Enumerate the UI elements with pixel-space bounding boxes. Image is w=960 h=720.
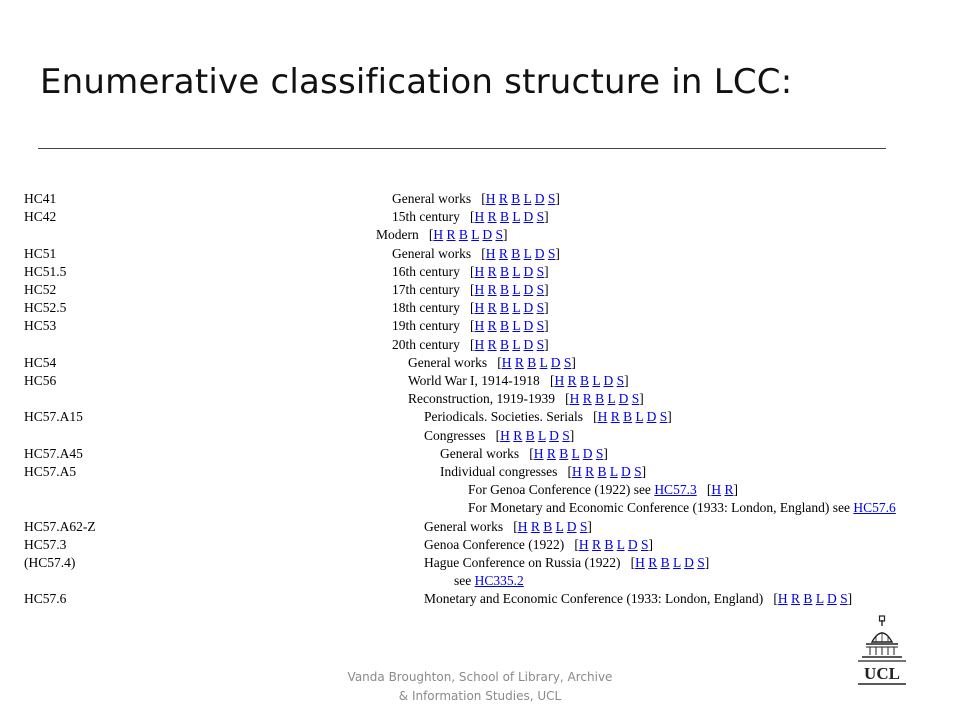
nav-link-d[interactable]: D xyxy=(550,354,561,370)
link-bracket-close: ] xyxy=(667,409,672,425)
caption-group xyxy=(440,445,608,463)
nav-link-s[interactable]: S xyxy=(547,245,556,261)
nav-link-b[interactable]: B xyxy=(604,536,614,552)
class-number: HC53 xyxy=(24,318,57,334)
caption-text: 16th century xyxy=(392,263,460,279)
caption-group xyxy=(392,317,549,335)
nav-link-s[interactable]: S xyxy=(616,373,625,388)
caption-text: General works xyxy=(392,191,472,206)
nav-link-h[interactable]: H xyxy=(635,555,645,570)
caption-text: Individual congresses xyxy=(440,464,558,479)
nav-link-l[interactable]: L xyxy=(512,263,521,279)
class-number: HC42 xyxy=(24,209,57,225)
nav-link-h[interactable]: H xyxy=(474,209,485,225)
link-bracket-open: [ xyxy=(574,536,579,552)
nav-link-l[interactable]: L xyxy=(512,282,521,297)
schedule-row xyxy=(24,572,944,590)
schedule-row xyxy=(24,299,944,317)
nav-link-d[interactable]: D xyxy=(534,245,545,261)
class-number: HC41 xyxy=(24,191,57,206)
caption-group xyxy=(408,354,576,372)
nav-link-l[interactable]: L xyxy=(512,209,521,225)
nav-link-l[interactable]: L xyxy=(538,427,546,443)
nav-link-h[interactable]: H xyxy=(485,245,496,261)
schedule-row xyxy=(24,354,944,372)
nav-link-b[interactable]: B xyxy=(500,209,510,225)
nav-link-l[interactable]: L xyxy=(539,354,548,370)
caption-text: Genoa Conference (1922) xyxy=(424,536,565,552)
nav-link-d[interactable]: D xyxy=(627,536,638,552)
nav-link-r[interactable]: R xyxy=(513,427,523,443)
nav-link-s[interactable]: S xyxy=(595,445,604,461)
nav-link-d[interactable]: D xyxy=(621,464,631,479)
caption-group xyxy=(392,190,560,208)
class-number: HC57.6 xyxy=(24,591,67,607)
schedule-row xyxy=(24,408,944,426)
nav-link-r[interactable]: R xyxy=(498,191,508,206)
caption-group xyxy=(392,208,549,226)
link-bracket-open: [ xyxy=(630,555,636,570)
caption-text: Hague Conference on Russia (1922) xyxy=(424,555,621,570)
caption-text: For Genoa Conference (1922) see xyxy=(468,482,651,498)
nav-link-d[interactable]: D xyxy=(523,300,534,316)
footer-line-2: & Information Studies, UCL xyxy=(398,689,562,703)
link-bracket-close: ] xyxy=(544,282,549,297)
nav-link-l[interactable]: L xyxy=(571,445,580,461)
caption-group xyxy=(424,590,852,608)
class-number: HC52 xyxy=(24,282,57,297)
nav-link-s[interactable]: S xyxy=(536,282,545,297)
caption-group xyxy=(454,572,524,590)
link-bracket-close: ] xyxy=(544,300,549,316)
nav-link-s[interactable]: S xyxy=(536,209,545,225)
link-bracket-close: ] xyxy=(733,482,738,498)
nav-link-h[interactable]: H xyxy=(777,591,788,607)
nav-link-b[interactable]: B xyxy=(525,427,535,443)
nav-link-h[interactable]: H xyxy=(554,373,565,388)
nav-link-d[interactable]: D xyxy=(826,591,837,607)
caption-group xyxy=(392,245,560,263)
nav-link-b[interactable]: B xyxy=(803,591,813,607)
caption-group xyxy=(408,390,644,408)
nav-link-b[interactable]: B xyxy=(500,336,510,352)
caption-text: see xyxy=(454,573,472,589)
nav-link-h[interactable]: H xyxy=(571,464,582,479)
nav-link-d[interactable]: D xyxy=(549,427,559,443)
schedule-row xyxy=(24,263,944,281)
class-number: (HC57.4) xyxy=(24,555,76,570)
schedule-row xyxy=(24,245,944,263)
link-bracket-close: ] xyxy=(544,336,549,352)
nav-link-d[interactable]: D xyxy=(534,191,545,206)
link-bracket-open: [ xyxy=(549,373,555,388)
nav-link-s[interactable]: S xyxy=(640,536,649,552)
nav-link-l[interactable]: L xyxy=(592,373,601,388)
caption-text: 15th century xyxy=(392,209,460,225)
nav-link-r[interactable]: R xyxy=(487,300,497,316)
nav-link-r[interactable]: R xyxy=(487,263,497,279)
caption-text: Reconstruction, 1919-1939 xyxy=(408,391,555,407)
schedule-row xyxy=(24,208,944,226)
nav-link-l[interactable]: L xyxy=(555,518,564,534)
link-bracket-open: [ xyxy=(469,318,475,334)
schedule-row xyxy=(24,317,944,335)
nav-link-r[interactable]: R xyxy=(487,282,497,297)
nav-link-r[interactable]: R xyxy=(487,209,497,225)
nav-link-b[interactable]: B xyxy=(597,464,607,479)
caption-group xyxy=(424,518,592,536)
link-bracket-close: ] xyxy=(555,245,560,261)
nav-link-l[interactable]: L xyxy=(512,336,521,352)
class-number: HC57.A15 xyxy=(24,409,83,425)
nav-link-d[interactable]: D xyxy=(523,263,534,279)
nav-link-l[interactable]: L xyxy=(523,191,532,206)
link-bracket-close: ] xyxy=(544,318,549,334)
see-reference-link[interactable]: HC57.3 xyxy=(654,482,697,498)
caption-group xyxy=(440,463,646,481)
nav-link-s[interactable]: S xyxy=(495,227,504,243)
link-bracket-close: ] xyxy=(648,536,653,552)
nav-link-r[interactable]: R xyxy=(648,555,658,570)
link-bracket-close: ] xyxy=(847,591,853,607)
caption-group xyxy=(424,554,709,572)
nav-link-d[interactable]: D xyxy=(523,209,534,225)
see-reference-link[interactable]: HC57.6 xyxy=(853,500,896,516)
nav-link-s[interactable]: S xyxy=(536,318,545,334)
link-bracket-open: [ xyxy=(495,427,501,443)
nav-link-h[interactable]: H xyxy=(433,227,444,243)
link-bracket-open: [ xyxy=(773,591,778,607)
nav-link-l[interactable]: L xyxy=(815,591,824,607)
caption-text: General works xyxy=(424,518,504,534)
caption-group xyxy=(468,499,896,517)
link-bracket-close: ] xyxy=(544,263,549,279)
link-bracket-open: [ xyxy=(593,409,598,425)
nav-link-s[interactable]: S xyxy=(631,391,640,407)
link-bracket-close: ] xyxy=(555,191,560,206)
nav-link-s[interactable]: S xyxy=(697,555,705,570)
nav-link-h[interactable]: H xyxy=(711,482,722,498)
nav-link-b[interactable]: B xyxy=(579,373,589,388)
lcc-schedule-outline xyxy=(24,190,944,608)
caption-text: World War I, 1914-1918 xyxy=(408,373,540,388)
footer-line-1: Vanda Broughton, School of Library, Archive xyxy=(347,670,613,684)
link-bracket-open: [ xyxy=(567,464,572,479)
nav-link-b[interactable]: B xyxy=(595,391,605,407)
schedule-row xyxy=(24,445,944,463)
nav-link-r[interactable]: R xyxy=(591,536,601,552)
nav-link-d[interactable]: D xyxy=(603,373,614,388)
link-bracket-open: [ xyxy=(481,191,486,206)
nav-link-h[interactable]: H xyxy=(474,318,485,334)
nav-link-d[interactable]: D xyxy=(582,445,593,461)
nav-link-l[interactable]: L xyxy=(523,245,532,261)
ucl-logo-text: UCL xyxy=(864,664,900,683)
class-number: HC52.5 xyxy=(24,300,67,316)
class-number: HC51 xyxy=(24,245,57,261)
nav-link-l[interactable]: L xyxy=(635,409,644,425)
caption-text: General works xyxy=(408,354,488,370)
link-bracket-close: ] xyxy=(544,209,549,225)
nav-link-s[interactable]: S xyxy=(563,354,572,370)
nav-link-r[interactable]: R xyxy=(585,464,595,479)
class-number: HC51.5 xyxy=(24,263,67,279)
link-bracket-close: ] xyxy=(571,354,576,370)
title-divider xyxy=(38,148,886,149)
nav-link-h[interactable]: H xyxy=(474,263,485,279)
schedule-row xyxy=(24,463,944,481)
schedule-row xyxy=(24,226,944,244)
nav-link-h[interactable]: H xyxy=(597,409,608,425)
class-number: HC54 xyxy=(24,354,57,370)
link-bracket-open: [ xyxy=(469,300,475,316)
nav-link-h[interactable]: H xyxy=(474,300,485,316)
schedule-row xyxy=(24,536,944,554)
nav-link-r[interactable]: R xyxy=(724,482,734,498)
link-bracket-close: ] xyxy=(641,464,647,479)
caption-group xyxy=(392,263,549,281)
schedule-row xyxy=(24,481,944,499)
link-bracket-close: ] xyxy=(639,391,644,407)
nav-link-l[interactable]: L xyxy=(512,318,521,334)
schedule-row xyxy=(24,372,944,390)
nav-link-d[interactable]: D xyxy=(684,555,694,570)
caption-group xyxy=(408,372,629,390)
link-bracket-open: [ xyxy=(469,282,475,297)
schedule-row xyxy=(24,554,944,572)
nav-link-b[interactable]: B xyxy=(559,445,569,461)
caption-group xyxy=(424,427,574,445)
nav-link-h[interactable]: H xyxy=(474,336,485,352)
see-reference-link[interactable]: HC335.2 xyxy=(474,573,524,589)
caption-text: 19th century xyxy=(392,318,460,334)
slide-title: Enumerative classification structure in LCC: xyxy=(40,62,793,102)
nav-link-b[interactable]: B xyxy=(660,555,670,570)
nav-link-b[interactable]: B xyxy=(511,245,521,261)
nav-link-s[interactable]: S xyxy=(536,300,545,316)
link-bracket-close: ] xyxy=(603,445,608,461)
nav-link-h[interactable]: H xyxy=(578,536,589,552)
link-bracket-open: [ xyxy=(469,263,475,279)
link-bracket-open: [ xyxy=(481,245,486,261)
slide-footer xyxy=(300,668,660,706)
nav-link-d[interactable]: D xyxy=(523,282,534,297)
nav-link-l[interactable]: L xyxy=(672,555,681,570)
caption-text: Periodicals. Societies. Serials xyxy=(424,409,583,425)
nav-link-s[interactable]: S xyxy=(840,591,848,607)
schedule-row xyxy=(24,518,944,536)
ucl-logo xyxy=(852,612,912,686)
link-bracket-open: [ xyxy=(469,209,475,225)
class-number: HC57.A62-Z xyxy=(24,518,96,534)
nav-link-l[interactable]: L xyxy=(616,536,625,552)
class-number: HC57.3 xyxy=(24,536,67,552)
nav-link-r[interactable]: R xyxy=(446,227,456,243)
link-bracket-open: [ xyxy=(529,445,534,461)
link-bracket-open: [ xyxy=(565,391,570,407)
link-bracket-close: ] xyxy=(704,555,710,570)
nav-link-h[interactable]: H xyxy=(533,445,544,461)
schedule-row xyxy=(24,499,944,517)
nav-link-r[interactable]: R xyxy=(487,336,497,352)
caption-text: Monetary and Economic Conference (1933: London, England) xyxy=(424,591,764,607)
nav-link-b[interactable]: B xyxy=(458,227,468,243)
caption-text: General works xyxy=(392,245,472,261)
nav-link-r[interactable]: R xyxy=(610,409,620,425)
nav-link-b[interactable]: B xyxy=(543,518,553,534)
nav-link-r[interactable]: R xyxy=(582,391,592,407)
nav-link-b[interactable]: B xyxy=(623,409,633,425)
nav-link-s[interactable]: S xyxy=(659,409,668,425)
class-number: HC56 xyxy=(24,373,57,388)
nav-link-r[interactable]: R xyxy=(498,245,508,261)
schedule-row xyxy=(24,281,944,299)
nav-link-r[interactable]: R xyxy=(567,373,577,388)
link-bracket-open: [ xyxy=(513,518,518,534)
caption-text: 18th century xyxy=(392,300,460,316)
caption-group xyxy=(424,408,672,426)
nav-link-r[interactable]: R xyxy=(514,354,524,370)
link-bracket-open: [ xyxy=(469,336,475,352)
link-bracket-close: ] xyxy=(569,427,575,443)
nav-link-l[interactable]: L xyxy=(607,391,616,407)
caption-group xyxy=(424,536,653,554)
caption-text: General works xyxy=(440,445,520,461)
nav-link-b[interactable]: B xyxy=(527,354,537,370)
link-bracket-close: ] xyxy=(624,373,629,388)
link-bracket-open: [ xyxy=(428,227,434,243)
schedule-row xyxy=(24,336,944,354)
nav-link-r[interactable]: R xyxy=(546,445,556,461)
nav-link-r[interactable]: R xyxy=(530,518,540,534)
nav-link-h[interactable]: H xyxy=(500,427,510,443)
caption-text: For Monetary and Economic Conference (1933: London, England) see xyxy=(468,500,851,516)
caption-text: Modern xyxy=(376,227,419,243)
nav-link-l[interactable]: L xyxy=(609,464,618,479)
nav-link-d[interactable]: D xyxy=(618,391,629,407)
nav-link-r[interactable]: R xyxy=(487,318,497,334)
nav-link-s[interactable]: S xyxy=(547,191,556,206)
schedule-row xyxy=(24,590,944,608)
nav-link-h[interactable]: H xyxy=(474,282,485,297)
caption-group xyxy=(392,281,549,299)
nav-link-b[interactable]: B xyxy=(500,282,510,297)
nav-link-s[interactable]: S xyxy=(634,464,642,479)
nav-link-b[interactable]: B xyxy=(500,318,510,334)
nav-link-h[interactable]: H xyxy=(569,391,580,407)
nav-link-d[interactable]: D xyxy=(523,318,534,334)
nav-link-h[interactable]: H xyxy=(517,518,528,534)
schedule-row xyxy=(24,390,944,408)
caption-group xyxy=(392,299,549,317)
nav-link-h[interactable]: H xyxy=(485,191,496,206)
nav-link-s[interactable]: S xyxy=(536,263,545,279)
nav-link-b[interactable]: B xyxy=(500,263,510,279)
nav-link-s[interactable]: S xyxy=(579,518,588,534)
nav-link-b[interactable]: B xyxy=(500,300,510,316)
caption-text: Congresses xyxy=(424,427,486,443)
nav-link-s[interactable]: S xyxy=(562,427,570,443)
caption-group xyxy=(376,226,508,244)
nav-link-l[interactable]: L xyxy=(512,300,521,316)
nav-link-s[interactable]: S xyxy=(536,336,545,352)
link-bracket-close: ] xyxy=(503,227,508,243)
nav-link-h[interactable]: H xyxy=(501,354,512,370)
nav-link-d[interactable]: D xyxy=(646,409,657,425)
caption-group xyxy=(392,336,549,354)
caption-group xyxy=(468,481,738,499)
link-bracket-open: [ xyxy=(706,482,712,498)
nav-link-d[interactable]: D xyxy=(523,336,534,352)
schedule-row xyxy=(24,190,944,208)
nav-link-b[interactable]: B xyxy=(511,191,521,206)
nav-link-d[interactable]: D xyxy=(566,518,577,534)
class-number: HC57.A5 xyxy=(24,464,77,479)
link-bracket-close: ] xyxy=(587,518,592,534)
caption-text: 20th century xyxy=(392,336,460,352)
class-number: HC57.A45 xyxy=(24,445,83,461)
caption-text: 17th century xyxy=(392,282,460,297)
nav-link-l[interactable]: L xyxy=(471,227,480,243)
nav-link-d[interactable]: D xyxy=(482,227,493,243)
link-bracket-open: [ xyxy=(497,354,502,370)
schedule-row xyxy=(24,427,944,445)
nav-link-r[interactable]: R xyxy=(791,591,801,607)
